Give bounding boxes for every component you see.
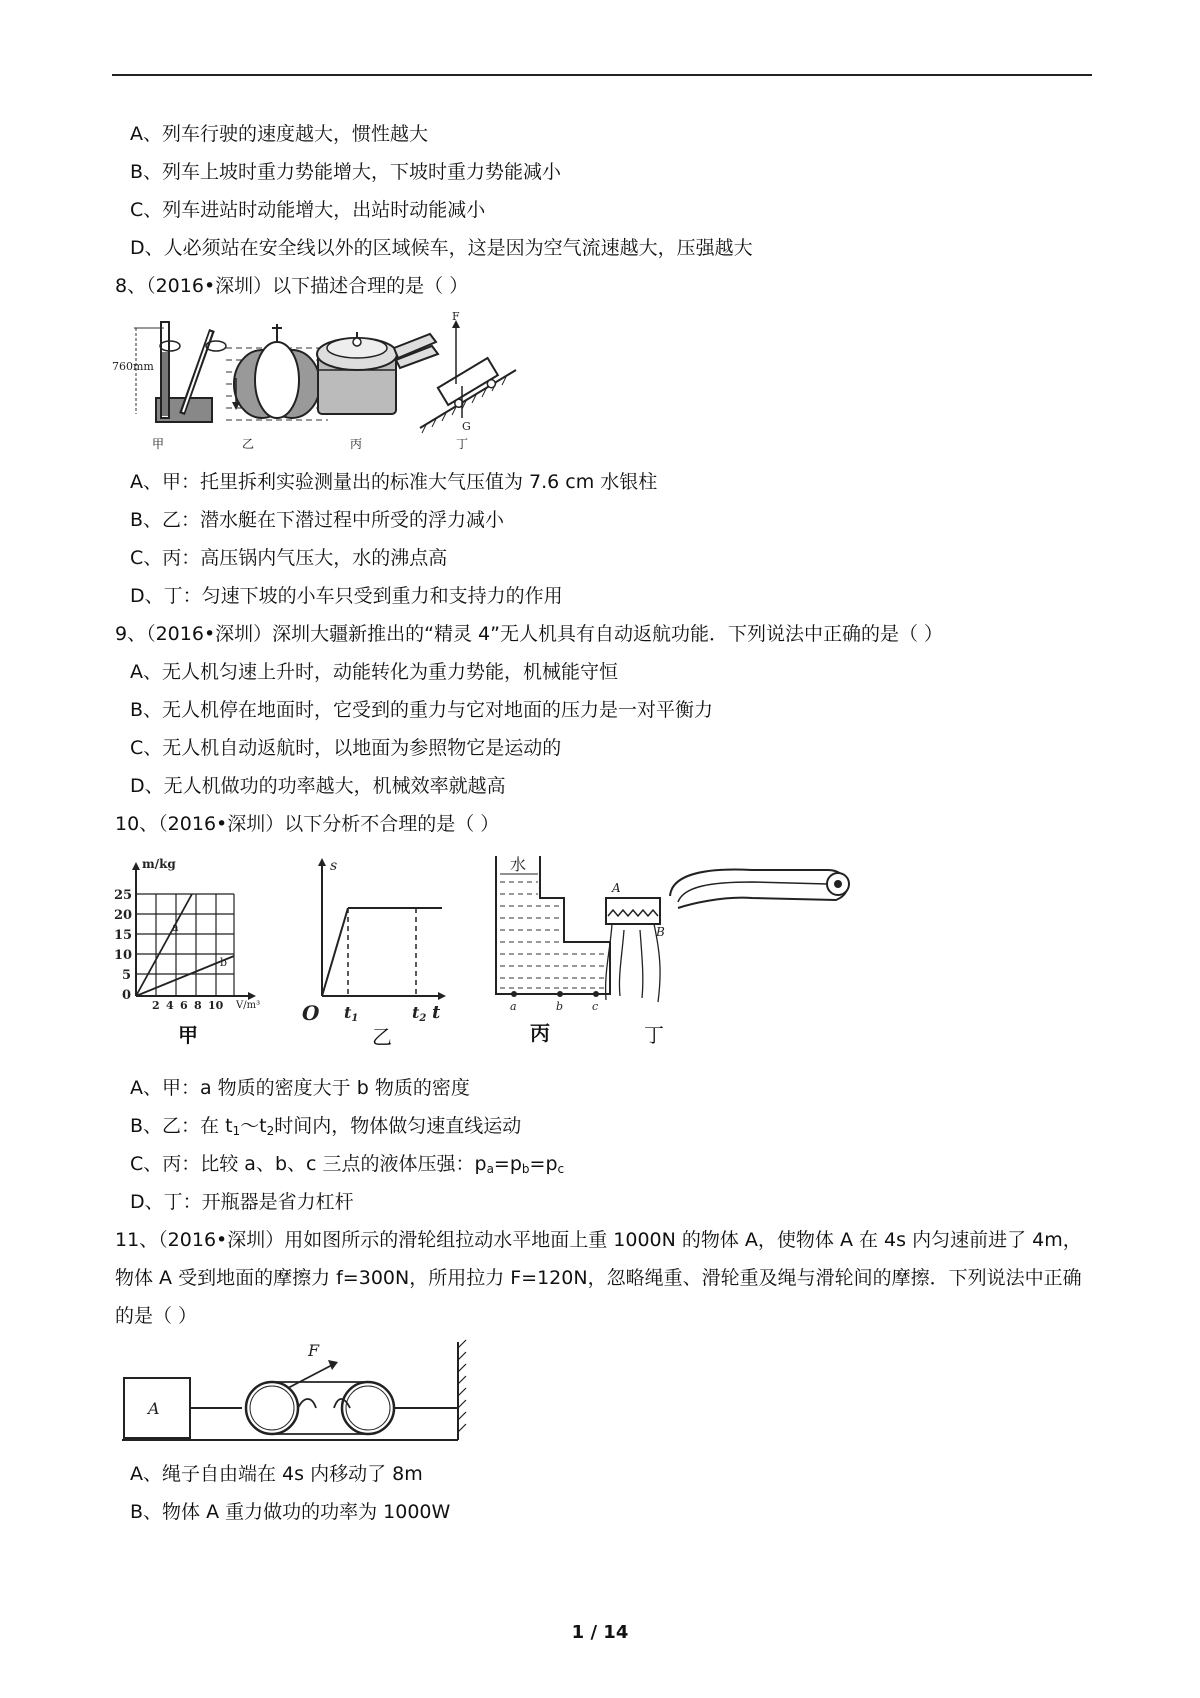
q7-option-a: A、列车行驶的速度越大，惯性越大 [130, 123, 428, 145]
q10-fig-O: O [302, 1001, 320, 1025]
q10-fig-xtick: 4 [166, 999, 174, 1012]
q11-stem: 11、（2016•深圳）用如图所示的滑轮组拉动水平地面上重 1000N 的物体 A，使物体 A 在 4s 内匀速前进了 4m，物体 A 受到地面的摩擦力 f=300N，所用拉力 F=120N，忽略绳重、滑轮重及绳与滑轮间的摩擦．下列说法中正确的是（ ） [115, 1229, 1082, 1327]
q10-fig-ytick: 25 [114, 888, 133, 903]
q10-stem: 10、（2016•深圳）以下分析不合理的是（ ） [115, 813, 500, 835]
q8-fig-760mm: 760mm [112, 360, 154, 373]
q10-fig-ytick: 10 [114, 948, 133, 963]
q8-figure [112, 310, 572, 454]
q8-fig-label-yi: 乙 [242, 437, 255, 451]
q11-option-a: A、绳子自由端在 4s 内移动了 8m [130, 1463, 423, 1485]
q10-fig-ytick: 15 [114, 928, 133, 943]
q10-fig-label-jia: 甲 [178, 1023, 198, 1047]
q10-fig-label-yi: 乙 [372, 1025, 392, 1049]
q10-fig-water: 水 [510, 855, 527, 874]
q10-fig-label-ding: 丁 [644, 1023, 664, 1047]
q10-option-c: C、丙：比较 a、b、c 三点的液体压强：$p_a=p_b=p_c$ [130, 1153, 565, 1176]
q10-option-b: B、乙：在 $t_1\sim t_2$时间内，物体做匀速直线运动 [130, 1115, 522, 1138]
q8-fig-F: F [452, 310, 460, 323]
q10-fig-ylabel: m/kg [142, 857, 176, 871]
q8-fig-torricelli [112, 322, 226, 422]
page-number: 1 / 14 [571, 1622, 629, 1643]
q8-option-d: D、丁：匀速下坡的小车只受到重力和支持力的作用 [130, 585, 563, 607]
q8-fig-label-ding: 丁 [456, 437, 469, 451]
q10-option-d: D、丁：开瓶器是省力杠杆 [130, 1191, 354, 1213]
q10-fig-t1: t1 [344, 1003, 359, 1024]
q10-fig-line-b: b [220, 956, 228, 969]
q8-fig-submarine [226, 324, 328, 426]
q10-fig-point-b: b [556, 1000, 564, 1013]
q9-stem: 9、（2016•深圳）深圳大疆新推出的“精灵 4”无人机具有自动返航功能．下列说法中正确的是（ ） [115, 623, 944, 645]
q7-option-c: C、列车进站时动能增大，出站时动能减小 [130, 199, 486, 221]
q10-fig-point-B: B [656, 925, 665, 939]
q10-fig-t2: t2 [412, 1003, 427, 1024]
q8-option-a: A、甲：托里拆利实验测量出的标准大气压值为 7.6 cm 水银柱 [130, 471, 658, 493]
q9-option-b: B、无人机停在地面时，它受到的重力与它对地面的压力是一对平衡力 [130, 699, 714, 721]
q10-figure [112, 852, 872, 1052]
q10-fig-point-A: A [612, 881, 621, 895]
q10-fig-bottle-opener [606, 870, 849, 1047]
q7-option-b: B、列车上坡时重力势能增大，下坡时重力势能减小 [130, 161, 562, 183]
q11-fig-F: F [308, 1341, 320, 1360]
q10-fig-water-container [496, 855, 610, 1045]
q10-fig-point-a: a [510, 1000, 517, 1013]
q10-fig-s: s [330, 858, 338, 874]
q10-fig-xlabel: V/m³ [236, 1000, 261, 1011]
q8-fig-label-jia: 甲 [152, 437, 165, 451]
q10-fig-line-a: a [172, 921, 179, 934]
q10-fig-ytick: 5 [122, 968, 132, 983]
q9-option-a: A、无人机匀速上升时，动能转化为重力势能，机械能守恒 [130, 661, 618, 683]
q8-option-b: B、乙：潜水艇在下潜过程中所受的浮力减小 [130, 509, 505, 531]
q7-option-d: D、人必须站在安全线以外的区域候车，这是因为空气流速越大，压强越大 [130, 237, 753, 259]
q10-fig-xtick: 6 [180, 999, 188, 1012]
q10-fig-distance-time-graph [302, 858, 446, 1049]
q10-fig-ytick: 0 [122, 988, 132, 1003]
q10-fig-xtick: 8 [194, 999, 202, 1012]
q10-fig-ytick: 20 [114, 908, 133, 923]
q10-fig-xtick: 2 [152, 999, 160, 1012]
q10-fig-mass-volume-graph [114, 857, 260, 1047]
q11-option-b: B、物体 A 重力做功的功率为 1000W [130, 1501, 451, 1523]
q8-fig-pressure-cooker [317, 332, 438, 414]
q10-option-a: A、甲：a 物质的密度大于 b 物质的密度 [130, 1077, 470, 1099]
q8-fig-G: G [462, 420, 471, 433]
q10-fig-point-c: c [592, 1000, 599, 1013]
q8-stem: 8、（2016•深圳）以下描述合理的是（ ） [115, 275, 469, 297]
q10-fig-t-axis: t [432, 1002, 441, 1023]
q9-option-d: D、无人机做功的功率越大，机械效率就越高 [130, 775, 506, 797]
q11-figure [112, 1336, 482, 1446]
q9-option-c: C、无人机自动返航时，以地面为参照物它是运动的 [130, 737, 562, 759]
header-rule [112, 74, 1092, 76]
q11-fig-A: A [148, 1399, 160, 1418]
q10-fig-label-bing: 丙 [530, 1021, 550, 1045]
q8-fig-incline-cart [420, 310, 516, 433]
q10-fig-xtick: 10 [208, 999, 224, 1012]
q8-fig-label-bing: 丙 [350, 437, 363, 451]
q8-option-c: C、丙：高压锅内气压大，水的沸点高 [130, 547, 448, 569]
